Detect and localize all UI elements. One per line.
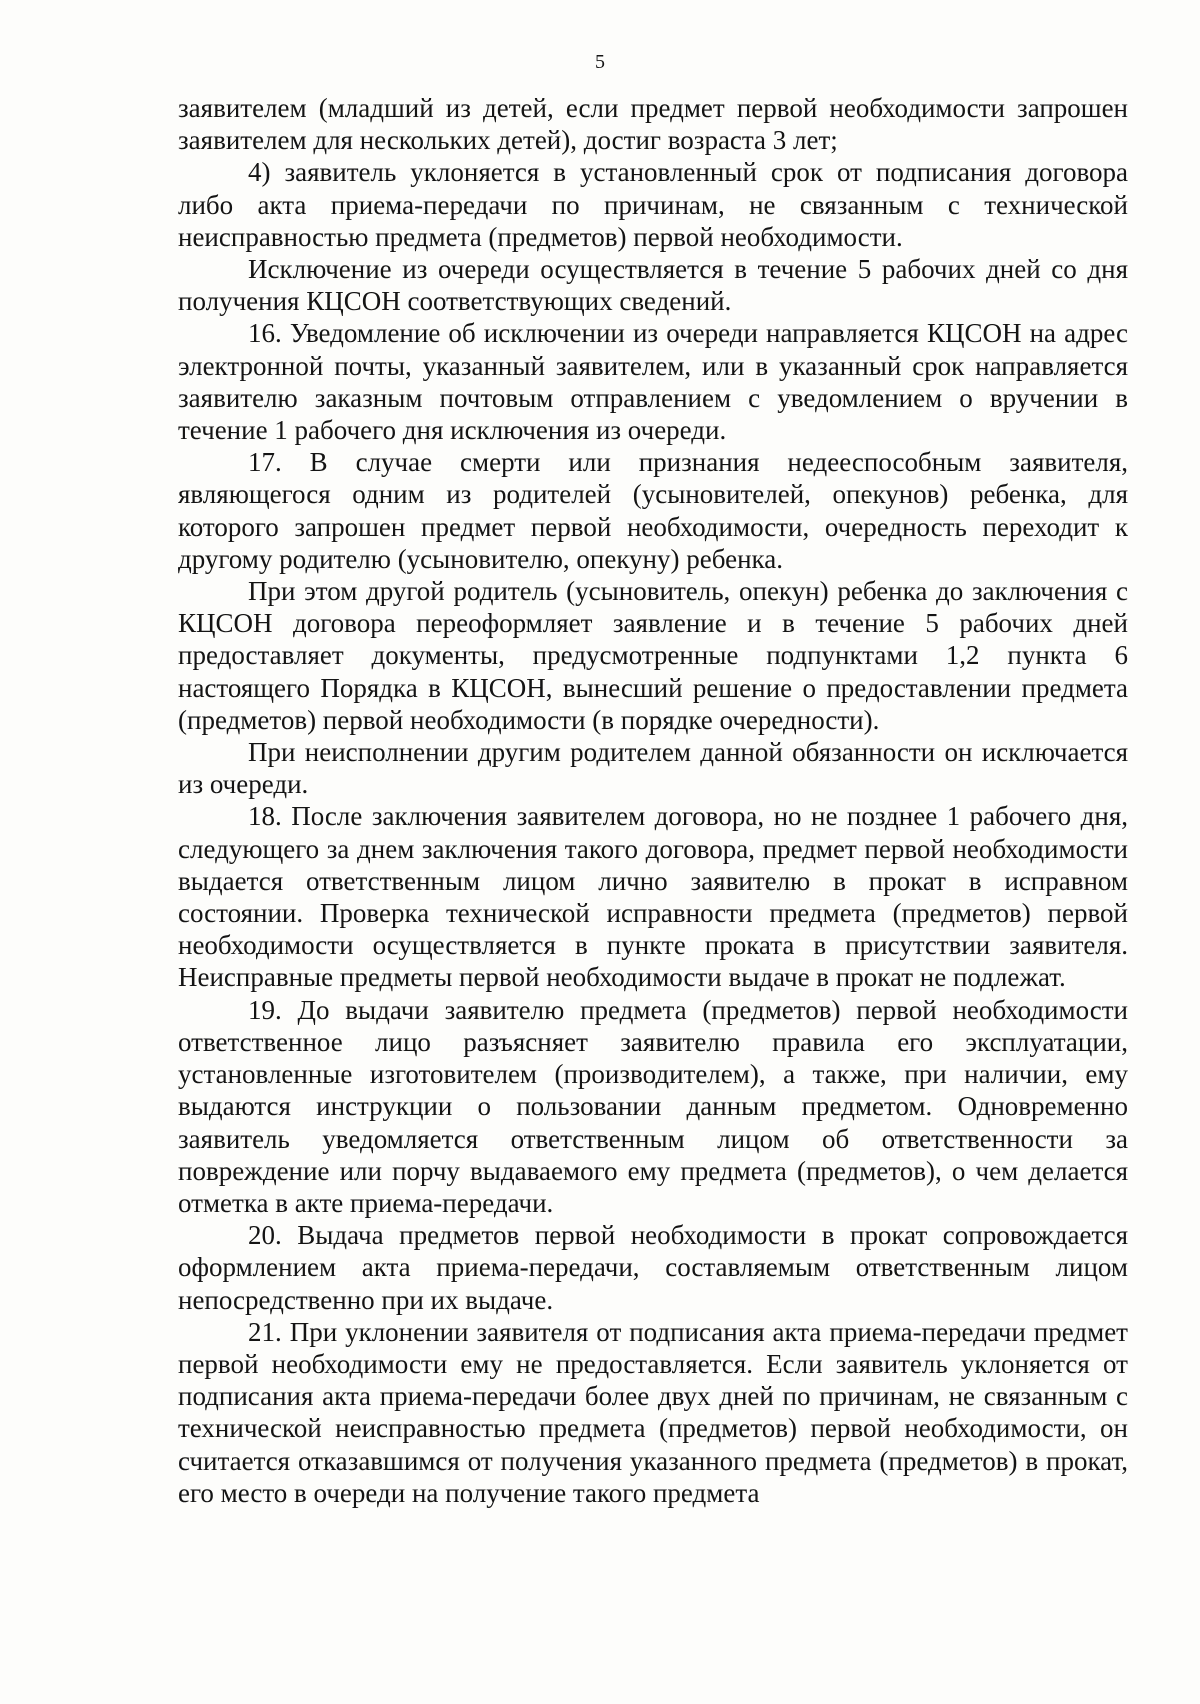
body-text: [178, 92, 1128, 1509]
paragraph-19: 19. До выдачи заявителю предмета (предметов) первой необходимости ответственное лицо разъясняет заявителю правила его эксплуатации, установленные изготовителем (производителем), а также, при наличии, ему выдаются инструкции о пользовании данным предметом. Одновременно заявитель уведомляется ответственным лицом об ответственности за повреждение или порчу выдаваемого ему предмета (предметов), о чем делается отметка в акте приема-передачи.: [178, 994, 1128, 1218]
page-number: 5: [595, 51, 605, 73]
paragraph-20: 20. Выдача предметов первой необходимости в прокат сопровождается оформлением акта приема-передачи, составляемым ответственным лицом непосредственно при их выдаче.: [178, 1220, 1128, 1315]
paragraph-18: 18. После заключения заявителем договора, но не позднее 1 рабочего дня, следующего за днем заключения такого договора, предмет первой необходимости выдается ответственным лицом лично заявителю в прокат в исправном состоянии. Проверка технической исправности предмета (предметов) первой необходимости осуществляется в пункте проката в присутствии заявителя. Неисправные предметы первой необходимости выдаче в прокат не подлежат.: [178, 801, 1128, 993]
paragraph-17: 17. В случае смерти или признания недееспособным заявителя, являющегося одним из родителей (усыновителей, опекунов) ребенка, для которого запрошен предмет первой необходимости, очередность переходит к другому родителю (усыновителю, опекуну) ребенка.: [178, 447, 1128, 574]
paragraph-17-nonfulfillment: При неисполнении другим родителем данной обязанности он исключается из очереди.: [178, 737, 1128, 800]
paragraph-21: 21. При уклонении заявителя от подписания акта приема-передачи предмет первой необходимости ему не предоставляется. Если заявитель уклоняется от подписания акта приема-передачи более двух дней по причинам, не связанным с технической неисправностью предмета (предметов) первой необходимости, он считается отказавшимся от получения указанного предмета (предметов) в прокат, его место в очереди на получение такого предмета: [178, 1316, 1128, 1508]
paragraph-17-reissue: При этом другой родитель (усыновитель, опекун) ребенка до заключения с КЦСОН договора переоформляет заявление и в течение 5 рабочих дней предоставляет документы, предусмотренные подпунктами 1,2 пункта 6 настоящего Порядка в КЦСОН, вынесший решение о предоставлении предмета (предметов) первой необходимости (в порядке очередности).: [178, 576, 1128, 735]
paragraph-exclusion-term: Исключение из очереди осуществляется в течение 5 рабочих дней со дня получения КЦСОН соответствующих сведений.: [178, 254, 1128, 317]
paragraph-continuation: заявителем (младший из детей, если предмет первой необходимости запрошен заявителем для нескольких детей), достиг возраста 3 лет;: [178, 93, 1128, 156]
paragraph-item-4: 4) заявитель уклоняется в установленный срок от подписания договора либо акта приема-передачи по причинам, не связанным с технической неисправностью предмета (предметов) первой необходимости.: [178, 157, 1128, 252]
paragraph-16: 16. Уведомление об исключении из очереди направляется КЦСОН на адрес электронной почты, указанный заявителем, или в указанный срок направляется заявителю заказным почтовым отправлением с уведомлением о вручении в течение 1 рабочего дня исключения из очереди.: [178, 318, 1128, 446]
